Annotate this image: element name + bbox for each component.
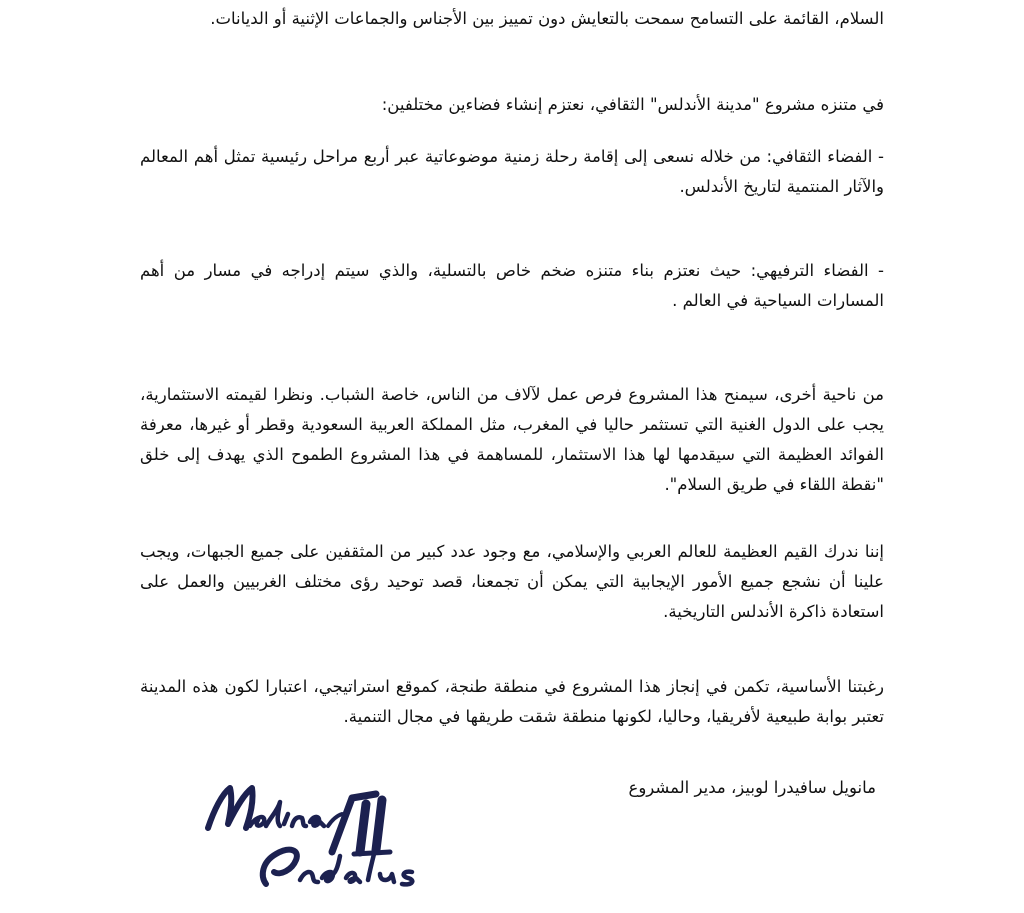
medina-al-andalus-logo (200, 780, 440, 895)
paragraph-leisure-space: - الفضاء الترفيهي: حيث نعتزم بناء متنزه ضخم خاص بالتسلية، والذي سيتم إدراجه في مسار من أهم المسارات السياحية في العالم . (140, 261, 884, 310)
signature-line: مانويل سافيدرا لوبيز، مدير المشروع (628, 778, 876, 797)
paragraph-cultural-space: - الفضاء الثقافي: من خلاله نسعى إلى إقامة رحلة زمنية موضوعاتية عبر أربع مراحل رئيسية تمثل أهم المعالم والآثار المنتمية لتاريخ الأندلس. (140, 147, 884, 196)
paragraph-tangier: رغبتنا الأساسية، تكمن في إنجاز هذا المشروع في منطقة طنجة، كموقع استراتيجي، اعتبارا لكون هذه المدينة تعتبر بوابة طبيعية لأفريقيا، وحاليا، لكونها منطقة شقت طريقها في مجال التنمية. (140, 677, 884, 726)
paragraph-arab-values: إننا ندرك القيم العظيمة للعالم العربي والإسلامي، مع وجود عدد كبير من المثقفين على جميع الجبهات، ويجب علينا أن نشجع جميع الأمور الإيجابية التي يمكن أن تجمعنا، قصد توحيد رؤى مختلف الغربيين والعمل على استعادة ذاكرة الأندلس التاريخية. (140, 542, 884, 621)
paragraph-investment: من ناحية أخرى، سيمنح هذا المشروع فرص عمل لآلاف من الناس، خاصة الشباب. ونظرا لقيمته الاستثمارية، يجب على الدول الغنية التي تستثمر حاليا في المغرب، مثل المملكة العربية السعودية وقطر أو غيرها، معرفة الفوائد العظيمة التي سيقدمها لها هذا الاستثمار، للمساهمة في هذا المشروع الطموح الذي يهدف إلى خلق "نقطة اللقاء في طريق السلام". (140, 385, 884, 494)
logo-graphic (200, 780, 440, 895)
paragraph-coexistence: السلام، القائمة على التسامح سمحت بالتعايش دون تمييز بين الأجناس والجماعات الإثنية أو الديانات. (210, 9, 884, 28)
paragraph-two-spaces-intro: في متنزه مشروع "مدينة الأندلس" الثقافي، نعتزم إنشاء فضاءين مختلفين: (381, 95, 884, 114)
